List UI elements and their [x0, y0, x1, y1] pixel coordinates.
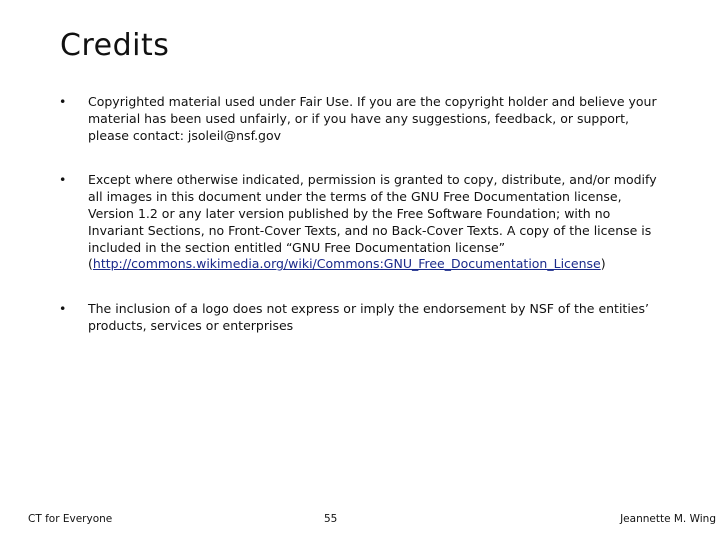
bullet-item [56, 301, 666, 335]
bullet-text-tail: ) [600, 256, 606, 272]
bullet-item [56, 94, 666, 144]
footer-author: Jeannette M. Wing [620, 513, 716, 525]
bullet-text: Except where otherwise indicated, permission is granted to copy, distribute, and/or modify all images in this document under the terms of the GNU Free Documentation license, Version 1.2 or any later version published by the Free Software Foundation; with no Invariant Sections, no Front-Cover Texts, and no Back-Cover Texts. A copy of the license is included in the section entitled “GNU Free Documentation license” ( [88, 172, 657, 272]
footer-course: CT for Everyone [28, 513, 113, 525]
slide-title: Credits [60, 28, 170, 63]
bullet-list [56, 94, 666, 335]
bullet-dot: • [59, 172, 67, 188]
page-number: 55 [324, 513, 338, 525]
bullet-dot: • [59, 301, 67, 317]
bullet-text: Copyrighted material used under Fair Use. If you are the copyright holder and believe your material has been used unfairly, or if you have any suggestions, feedback, or support, please contact: jsoleil@nsf.gov [88, 94, 657, 143]
bullet-text: The inclusion of a logo does not express or imply the endorsement by NSF of the entities’ products, services or enterprises [88, 301, 649, 333]
bullet-item [56, 172, 666, 273]
license-link[interactable]: http://commons.wikimedia.org/wiki/Commons:GNU_Free_Documentation_License [92, 256, 601, 272]
bullet-dot: • [59, 94, 67, 109]
